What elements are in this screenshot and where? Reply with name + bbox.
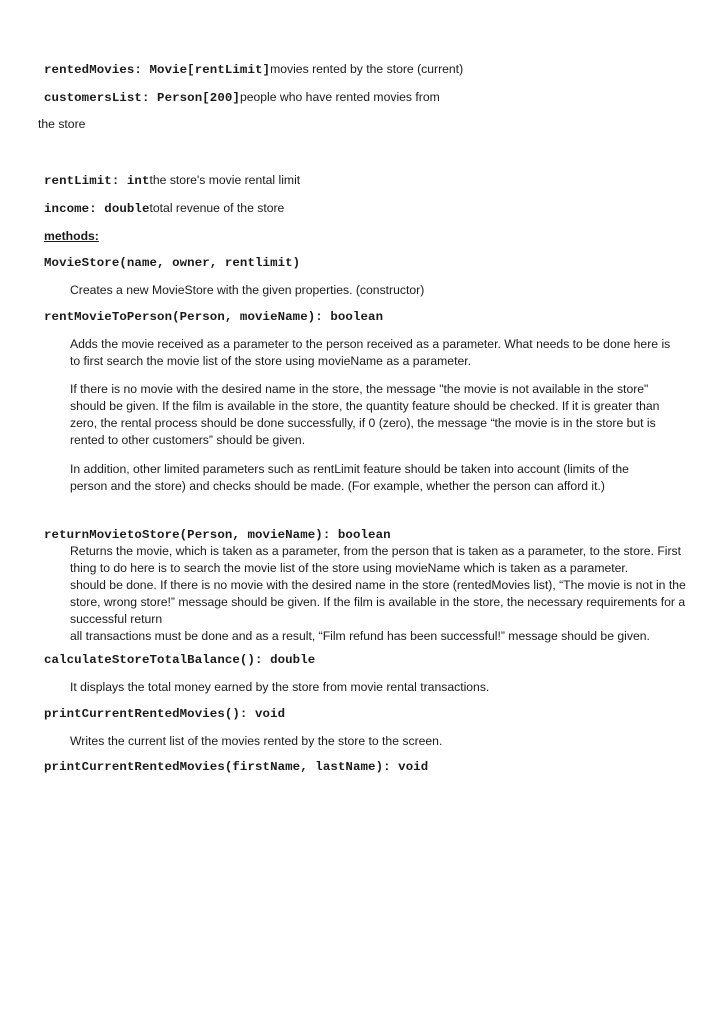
field-description: total revenue of the store: [149, 201, 285, 215]
method-print-by-name-signature: printCurrentRentedMovies(firstName, lastName): void: [44, 760, 429, 774]
field-income: [44, 200, 284, 218]
method-rent-paragraph-3: [70, 461, 710, 495]
method-balance-description: It displays the total money earned by the store from movie rental transactions.: [70, 680, 490, 694]
paragraph-line: Adds the movie received as a parameter to the person received as a parameter. What needs to be done here is: [70, 337, 671, 351]
methods-heading: methods:: [44, 229, 99, 243]
method-rent-paragraph-1: [70, 336, 710, 370]
field-description: people who have rented movies from: [239, 90, 440, 104]
field-description-continued: the store: [38, 117, 86, 131]
field-rent-limit: [44, 172, 300, 190]
field-description: the store's movie rental limit: [149, 173, 301, 187]
paragraph-line: all transactions must be done and as a result, “Film refund has been successful!” message should be given.: [70, 629, 650, 643]
method-print-signature: printCurrentRentedMovies(): void: [44, 707, 286, 721]
paragraph-line: store, wrong store!” message should be given. If the film is available in the store, the necessary requirements for a: [70, 595, 686, 609]
field-signature: rentedMovies: Movie[rentLimit]: [44, 63, 271, 77]
method-rent-paragraph-2: [70, 381, 710, 449]
paragraph-line: thing to do here is to search the movie list of the store using movieName which is taken as a parameter.: [70, 561, 629, 575]
paragraph-line: If there is no movie with the desired name in the store, the message "the movie is not available in the store": [70, 382, 649, 396]
paragraph-line: should be done. If there is no movie with the desired name in the store (rentedMovies list), “The movie is not in the: [70, 578, 686, 592]
method-balance-signature: calculateStoreTotalBalance(): double: [44, 653, 316, 667]
field-signature: income: double: [44, 202, 150, 216]
method-return-paragraph: [70, 543, 710, 645]
field-signature: customersList: Person[200]: [44, 91, 240, 105]
paragraph-line: should be given. If the film is available in the store, the quantity feature should be checked. If it is greater than: [70, 399, 660, 413]
paragraph-line: rented to other customers” should be given.: [70, 433, 306, 447]
field-rented-movies: [44, 61, 463, 79]
field-signature: rentLimit: int: [44, 174, 150, 188]
paragraph-line: successful return: [70, 612, 163, 626]
paragraph-line: Returns the movie, which is taken as a parameter, from the person that is taken as a parameter, to the store. First: [70, 544, 682, 558]
paragraph-line: person and the store) and checks should be made. (For example, whether the person can afford it.): [70, 479, 605, 493]
field-description: movies rented by the store (current): [270, 62, 464, 76]
method-constructor-description: Creates a new MovieStore with the given properties. (constructor): [70, 283, 425, 297]
paragraph-line: In addition, other limited parameters such as rentLimit feature should be taken into account (limits of the: [70, 462, 629, 476]
method-print-description: Writes the current list of the movies rented by the store to the screen.: [70, 734, 443, 748]
paragraph-line: zero, the rental process should be done successfully, if 0 (zero), the message “the movie is in the store but is: [70, 416, 656, 430]
method-rent-signature: rentMovieToPerson(Person, movieName): boolean: [44, 310, 384, 324]
method-constructor-signature: MovieStore(name, owner, rentlimit): [44, 256, 301, 270]
paragraph-line: to first search the movie list of the store using movieName as a parameter.: [70, 354, 472, 368]
method-return-signature: returnMovietoStore(Person, movieName): boolean: [44, 528, 391, 542]
field-customers-list: [44, 89, 440, 107]
